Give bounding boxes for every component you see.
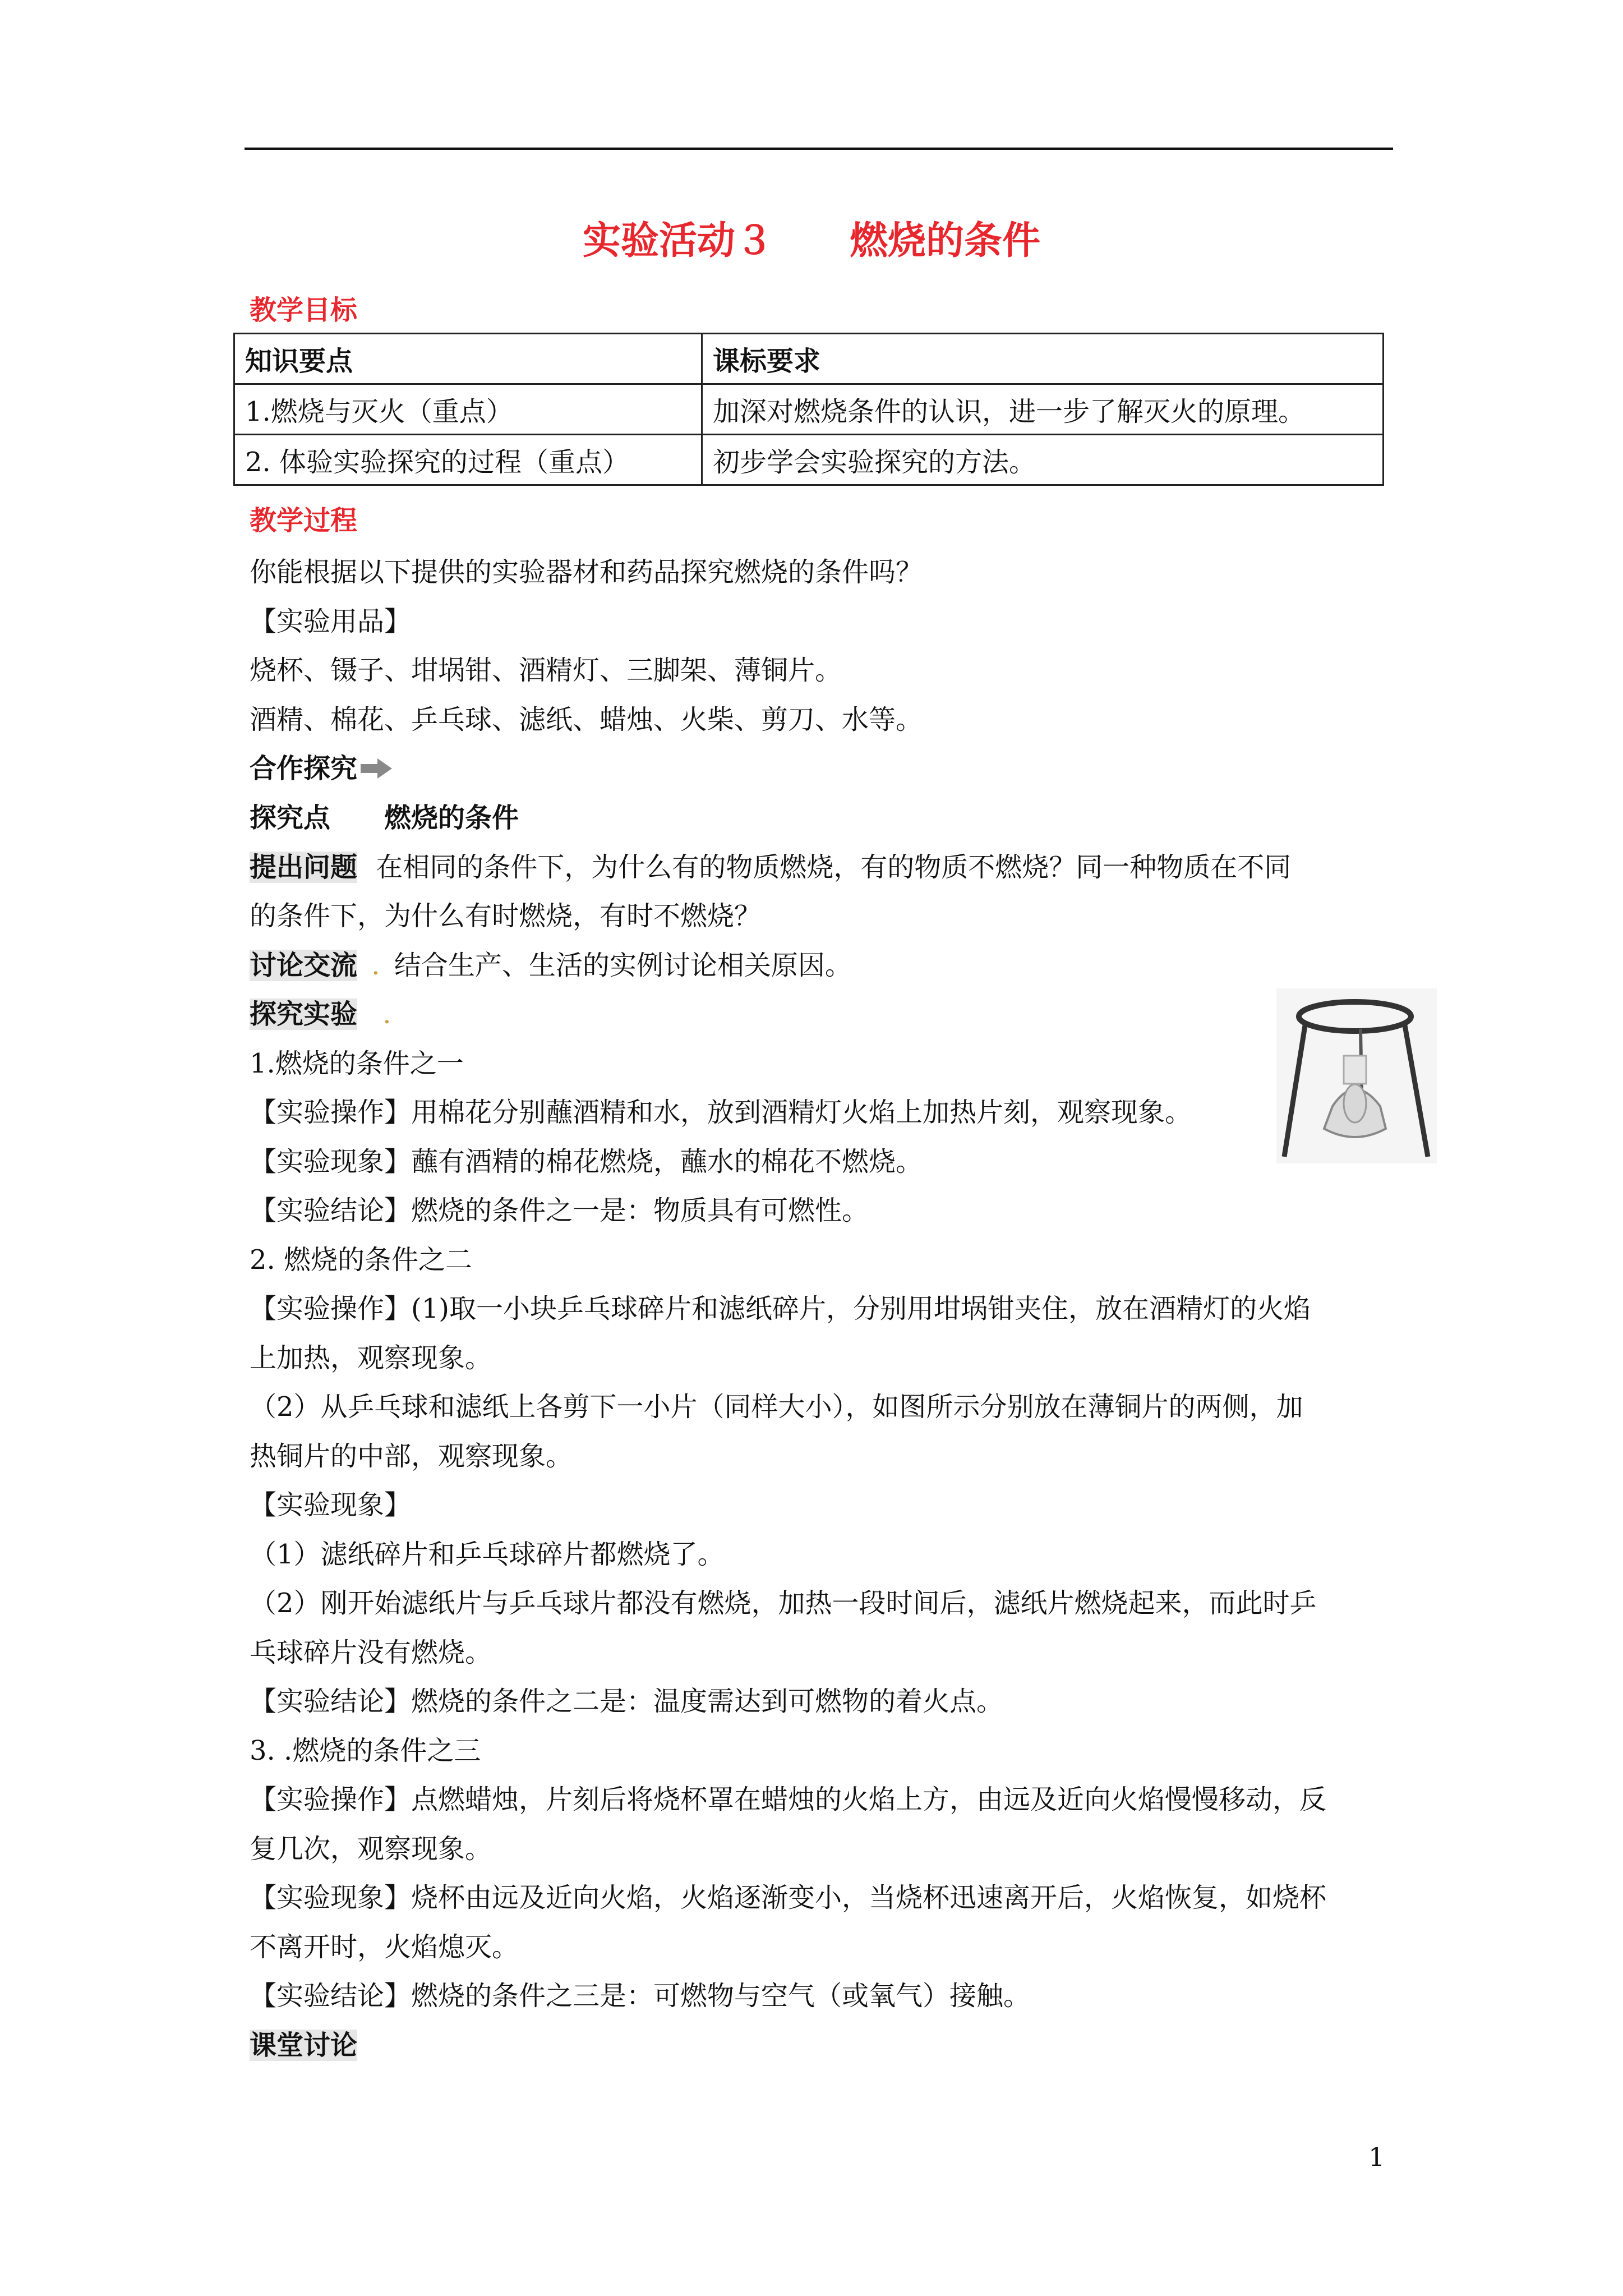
table-row: [234, 384, 1384, 435]
exp3-phenomenon-1: 【实验现象】烧杯由远及近向火焰，火焰逐渐变小，当烧杯迅速离开后，火焰恢复，如烧杯: [250, 1882, 1327, 1913]
question-line-2: 的条件下，为什么有时燃烧，有时不燃烧？: [250, 900, 762, 932]
discuss-tag: 讨论交流: [250, 950, 358, 981]
exp2-operation-4: 热铜片的中部，观察现象。: [250, 1441, 573, 1472]
explore-point-heading: 探究点 燃烧的条件: [250, 802, 519, 834]
exp3-operation-1: 【实验操作】点燃蜡烛，片刻后将烧杯罩在蜡烛的火焰上方，由远及近向火焰慢慢移动，反: [250, 1784, 1327, 1815]
explore-tag: 探究实验: [250, 999, 358, 1030]
exp2-phenomenon-2: （2）刚开始滤纸片与乒乓球片都没有燃烧，加热一段时间后，滤纸片燃烧起来，而此时乒: [250, 1588, 1317, 1619]
goals-heading: 教学目标: [250, 295, 358, 326]
table-cell: 2. 体验实验探究的过程（重点）: [234, 435, 702, 485]
exp3-phenomenon-2: 不离开时，火焰熄灭。: [250, 1931, 519, 1963]
exp1-title: 1.燃烧的条件之一: [250, 1048, 464, 1079]
exp3-title: 3. .燃烧的条件之三: [250, 1735, 481, 1766]
exp2-phenomenon-1: （1）滤纸碎片和乒乓球碎片都燃烧了。: [250, 1539, 725, 1570]
question-text: 在相同的条件下，为什么有的物质燃烧，有的物质不燃烧？同一种物质在不同: [376, 852, 1292, 883]
exp1-conclusion: 【实验结论】燃烧的条件之一是：物质具有可燃性。: [250, 1195, 869, 1226]
goals-table: [233, 333, 1384, 486]
question-line-1: [250, 850, 1291, 884]
supplies-line-2: 酒精、棉花、乒乓球、滤纸、蜡烛、火柴、剪刀、水等。: [250, 704, 923, 735]
process-heading: 教学过程: [250, 505, 358, 536]
supplies-label: 【实验用品】: [250, 606, 412, 637]
exp2-operation-1: 【实验操作】(1)取一小块乒乓球碎片和滤纸碎片，分别用坩埚钳夹住，放在酒精灯的火焰: [250, 1293, 1311, 1324]
table-header-cell: 知识要点: [234, 334, 702, 384]
table-row: [234, 435, 1384, 485]
table-cell: 加深对燃烧条件的认识，进一步了解灭火的原理。: [702, 384, 1384, 435]
coop-heading: [250, 752, 392, 788]
coop-label: 合作探究: [250, 753, 358, 784]
table-header-row: [234, 334, 1384, 384]
discuss-line: 讨论交流 . 结合生产、生活的实例讨论相关原因。: [250, 950, 852, 981]
class-discussion-heading: 课堂讨论: [250, 2030, 358, 2061]
discuss-text: 结合生产、生活的实例讨论相关原因。: [394, 950, 852, 981]
exp3-operation-2: 复几次，观察现象。: [250, 1833, 492, 1865]
exp2-conclusion: 【实验结论】燃烧的条件之二是：温度需达到可燃物的着火点。: [250, 1686, 1004, 1717]
arrow-right-icon: [361, 754, 392, 788]
class-discussion-line: [250, 2028, 357, 2062]
intro-text: 你能根据以下提供的实验器材和药品探究燃烧的条件吗？: [250, 556, 923, 588]
table-cell: 1.燃烧与灭火（重点）: [234, 384, 702, 435]
explore-line: 探究实验 .: [250, 999, 391, 1030]
exp3-conclusion: 【实验结论】燃烧的条件之三是：可燃物与空气（或氧气）接触。: [250, 1980, 1031, 2012]
exp1-operation: 【实验操作】用棉花分别蘸酒精和水，放到酒精灯火焰上加热片刻，观察现象。: [250, 1097, 1192, 1128]
page-title: 实验活动３ 燃烧的条件: [582, 218, 1040, 263]
exp2-phenomenon-3: 乓球碎片没有燃烧。: [250, 1637, 492, 1668]
exp2-title: 2. 燃烧的条件之二: [250, 1244, 473, 1276]
tripod-burner-photo: [1276, 988, 1437, 1163]
exp2-operation-2: 上加热，观察现象。: [250, 1342, 492, 1374]
table-cell: 初步学会实验探究的方法。: [702, 435, 1384, 485]
exp2-phenomenon-label: 【实验现象】: [250, 1489, 412, 1521]
exp1-phenomenon: 【实验现象】蘸有酒精的棉花燃烧，蘸水的棉花不燃烧。: [250, 1146, 923, 1177]
exp2-operation-3: （2）从乒乓球和滤纸上各剪下一小片（同样大小），如图所示分别放在薄铜片的两侧，加: [250, 1391, 1303, 1423]
supplies-line-1: 烧杯、镊子、坩埚钳、酒精灯、三脚架、薄铜片。: [250, 655, 842, 686]
header-rule: [245, 148, 1393, 150]
page-number: 1: [1368, 2142, 1385, 2172]
question-tag: 提出问题: [250, 852, 358, 883]
table-header-cell: 课标要求: [702, 334, 1384, 384]
